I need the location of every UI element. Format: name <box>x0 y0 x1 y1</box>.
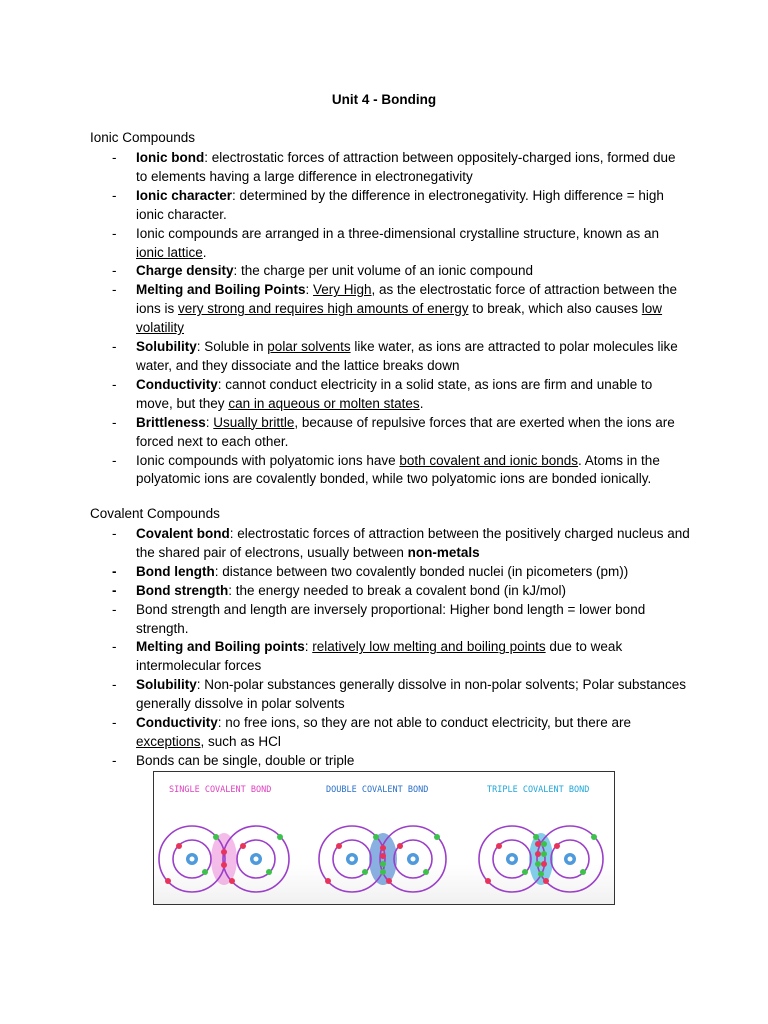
nucleus-core <box>190 857 195 862</box>
list-item-covalent-bond: - Covalent bond: electrostatic forces of attraction between the positively charged nucleus and the shared pair of electrons, usually between non-metals <box>90 525 690 563</box>
nucleus-core <box>254 857 259 862</box>
electron-dot <box>386 878 392 884</box>
electron-dot <box>533 834 539 840</box>
double-bond-label: DOUBLE COVALENT BOND <box>326 785 429 795</box>
electron-dot <box>266 869 272 875</box>
electron-dot <box>522 869 528 875</box>
underlined-phrase: ionic lattice <box>136 244 203 260</box>
shared-electron-dot <box>541 861 547 867</box>
covalent-bonds-figure <box>153 771 615 905</box>
single-bond-label: SINGLE COVALENT BOND <box>169 785 272 795</box>
term: Ionic character <box>136 187 233 203</box>
electron-dot <box>213 834 219 840</box>
term: Melting and Boiling points <box>136 639 305 655</box>
term: Melting and Boiling Points <box>136 282 306 298</box>
list-item-charge-density: - Charge density: the charge per unit volume of an ionic compound <box>90 262 690 281</box>
term: Solubility <box>136 339 197 355</box>
electron-dot <box>543 878 549 884</box>
electron-dot <box>423 869 429 875</box>
list-item-ionic-bond: - Ionic bond: electrostatic forces of attraction between oppositely-charged ions, formed due to elements having a large difference in electronegativity <box>90 149 690 187</box>
shared-electron-region <box>211 833 237 885</box>
list-item-bond-strength: - Bond strength: the energy needed to break a covalent bond (in kJ/mol) <box>90 582 690 601</box>
list-item-bond-length: - Bond length: distance between two covalently bonded nuclei (in picometers (pm)) <box>90 563 690 582</box>
term: Bond strength <box>136 582 229 598</box>
list-item-brittleness: - Brittleness: Usually brittle, because of repulsive forces that are exerted when the ions are forced next to each other. <box>90 414 690 452</box>
electron-dot <box>485 878 491 884</box>
underlined-phrase: Very High <box>313 282 372 298</box>
term: Bond length <box>136 563 215 579</box>
electron-dot <box>554 843 560 849</box>
underlined-phrase: low volatility <box>136 301 663 336</box>
list-item-ionic-solubility: - Solubility: Soluble in polar solvents like water, as ions are attracted to polar molecules like water, and they dissociate and the lattice breaks down <box>90 338 690 376</box>
shared-electron-dot <box>380 845 386 851</box>
nucleus-core <box>350 857 355 862</box>
underlined-phrase: very strong and requires high amounts of energy <box>178 301 469 317</box>
electron-dot <box>165 878 171 884</box>
electron-dot <box>580 869 586 875</box>
shared-electron-region <box>529 833 553 885</box>
nucleus-core <box>510 857 515 862</box>
electron-dot <box>336 843 342 849</box>
term: Charge density <box>136 263 234 279</box>
list-item-bond-types: - Bonds can be single, double or triple <box>90 752 690 771</box>
list-item-covalent-solubility: - Solubility: Non-polar substances generally dissolve in non-polar solvents; Polar substances generally dissolve in polar solvents <box>90 676 690 714</box>
term: Ionic bond <box>136 150 205 165</box>
term: Conductivity <box>136 715 218 731</box>
underlined-phrase: Usually brittle <box>213 414 295 430</box>
shared-electron-dot <box>541 851 547 857</box>
shared-electron-dot <box>535 841 541 847</box>
covalent-compounds-heading: Covalent Compounds <box>90 506 220 521</box>
term: Covalent bond <box>136 526 230 541</box>
shared-electron-dot <box>221 862 227 868</box>
list-item-covalent-conductivity: - Conductivity: no free ions, so they are not able to conduct electricity, but there are exceptions, such as HCl <box>90 714 690 752</box>
shared-electron-dot <box>380 869 386 875</box>
electron-dot <box>362 869 368 875</box>
electron-dot <box>202 869 208 875</box>
covalent-bonds-diagram <box>154 772 614 904</box>
list-item-ionic-conductivity: - Conductivity: cannot conduct electricity in a solid state, as ions are firm and unable to move, but they can in aqueous or molten states. <box>90 376 690 414</box>
ionic-list <box>90 149 690 489</box>
electron-dot <box>277 834 283 840</box>
list-item-ionic-melting: - Melting and Boiling Points: Very High, as the electrostatic force of attraction between the ions is very strong and requires high amounts of energy to break, which also causes low volatility <box>90 281 690 338</box>
list-item-polyatomic: - Ionic compounds with polyatomic ions have both covalent and ionic bonds. Atoms in the polyatomic ions are covalently bonded, while two polyatomic ions are bonded ionically. <box>90 452 690 490</box>
shared-electron-dot <box>538 871 544 877</box>
underlined-phrase: relatively low melting and boiling points <box>312 639 546 655</box>
page-title: Unit 4 - Bonding <box>331 92 437 107</box>
term: Solubility <box>136 677 197 693</box>
list-item-ionic-lattice: - Ionic compounds are arranged in a three-dimensional crystalline structure, known as an ionic lattice. <box>90 225 690 263</box>
nucleus-core <box>411 857 416 862</box>
electron-dot <box>434 834 440 840</box>
ionic-compounds-heading: Ionic Compounds <box>90 130 196 145</box>
shared-electron-dot <box>221 849 227 855</box>
underlined-phrase: can in aqueous or molten states <box>228 395 420 411</box>
underlined-phrase: both covalent and ionic bonds <box>399 452 579 468</box>
electron-dot <box>325 878 331 884</box>
shared-electron-dot <box>535 861 541 867</box>
electron-dot <box>229 878 235 884</box>
list-item-covalent-melting: - Melting and Boiling points: relatively low melting and boiling points due to weak intermolecular forces <box>90 638 690 676</box>
electron-dot <box>176 843 182 849</box>
electron-dot <box>373 834 379 840</box>
electron-dot <box>496 843 502 849</box>
list-item-ionic-character: - Ionic character: determined by the difference in electronegativity. High difference = high ionic character. <box>90 187 690 225</box>
covalent-list <box>90 525 690 771</box>
nucleus-core <box>568 857 573 862</box>
atoms-layer <box>159 826 603 892</box>
underlined-phrase: polar solvents <box>267 339 351 355</box>
term: Conductivity <box>136 376 218 392</box>
term: Brittleness <box>136 414 206 430</box>
triple-bond-label: TRIPLE COVALENT BOND <box>487 785 590 795</box>
shared-electron-dot <box>541 841 547 847</box>
shared-electron-dot <box>380 861 386 867</box>
shared-electron-dot <box>380 853 386 859</box>
term: non-metals <box>407 544 480 560</box>
shared-electron-dot <box>535 851 541 857</box>
list-item-inverse-proportion: - Bond strength and length are inversely proportional: Higher bond length = lower bond strength. <box>90 601 690 639</box>
underlined-phrase: exceptions <box>136 733 201 749</box>
electron-dot <box>397 843 403 849</box>
electron-dot <box>591 834 597 840</box>
electron-dot <box>240 843 246 849</box>
